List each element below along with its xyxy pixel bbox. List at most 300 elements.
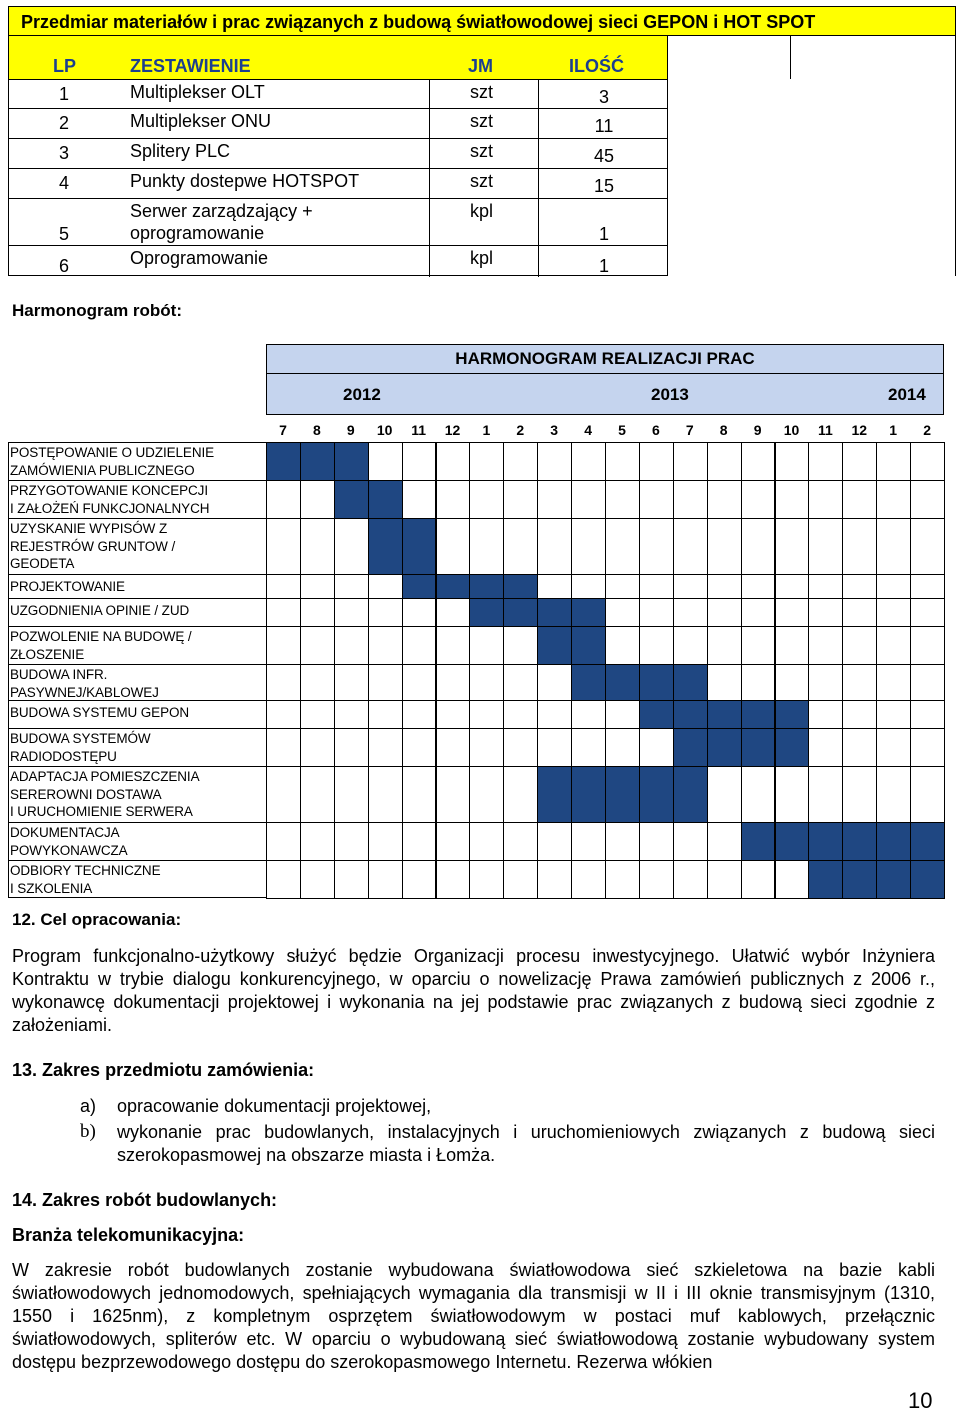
month-label: 5 (618, 422, 626, 438)
task-label-line: BUDOWA SYSTEMÓW (10, 731, 151, 746)
month-label: 3 (550, 422, 559, 438)
col-jm: JM (468, 56, 494, 76)
gantt-empty-cell (368, 728, 403, 767)
gantt-empty-cell (503, 442, 538, 481)
gantt-empty-cell (876, 598, 911, 627)
gantt-bar-cell (673, 700, 708, 729)
section-14-heading: 14. Zakres robót budowlanych: (12, 1190, 278, 1210)
task-label-line: POWYKONAWCZA (10, 842, 128, 858)
gantt-empty-cell (368, 574, 403, 599)
gantt-empty-cell (300, 480, 335, 519)
gantt-empty-cell (571, 860, 606, 899)
task-column-bottom (8, 897, 266, 898)
gantt-empty-cell (571, 442, 606, 481)
gantt-empty-cell (402, 822, 437, 861)
gantt-empty-cell (334, 518, 369, 575)
gantt-empty-cell (741, 626, 776, 665)
gantt-empty-cell (537, 728, 572, 767)
gantt-empty-cell (842, 728, 877, 767)
task-label-line: ZŁOSZENIE (10, 646, 85, 662)
year-2013: 2013 (651, 385, 689, 404)
gantt-empty-cell (910, 518, 945, 575)
gantt-empty-cell (266, 822, 301, 861)
month-label: 6 (651, 422, 660, 438)
gantt-empty-cell (707, 480, 742, 519)
gantt-empty-cell (300, 700, 335, 729)
task-label-line: BUDOWA INFR. (10, 667, 108, 682)
row-name: Splitery PLC (130, 141, 231, 161)
gantt-empty-cell (842, 598, 877, 627)
gantt-bar-cell (503, 598, 538, 627)
gantt-empty-cell (469, 766, 504, 823)
gantt-empty-cell (503, 766, 538, 823)
gantt-empty-cell (300, 518, 335, 575)
gantt-bar-cell (571, 626, 606, 665)
gantt-empty-cell (876, 766, 911, 823)
task-label-line: GEODETA (10, 556, 75, 571)
gantt-empty-cell (741, 574, 776, 599)
gantt-empty-cell (537, 700, 572, 729)
gantt-empty-cell (537, 574, 572, 599)
page-number: 10 (908, 1388, 933, 1413)
gantt-bar-cell (842, 860, 877, 899)
gantt-empty-cell (707, 518, 742, 575)
gantt-bar-cell (266, 442, 301, 481)
gantt-bar-cell (469, 598, 504, 627)
gantt-bar-cell (639, 700, 674, 729)
gantt-empty-cell (741, 860, 776, 899)
gantt-bar-cell (571, 598, 606, 627)
gantt-empty-cell (808, 766, 843, 823)
gantt-empty-cell (910, 664, 945, 701)
gantt-empty-cell (469, 860, 504, 899)
gantt-empty-cell (266, 598, 301, 627)
gantt-empty-cell (639, 518, 674, 575)
row-jm: szt (470, 171, 494, 191)
gantt-bar-cell (402, 518, 437, 575)
task-label (10, 824, 128, 859)
row-qty: 3 (598, 87, 609, 107)
task-label-line: ADAPTACJA POMIESZCZENIA (10, 769, 200, 784)
gantt-empty-cell (808, 480, 843, 519)
schedule-title-cell (266, 344, 944, 374)
gantt-empty-cell (266, 860, 301, 899)
gantt-empty-cell (707, 598, 742, 627)
gantt-empty-cell (503, 700, 538, 729)
gantt-empty-cell (673, 860, 708, 899)
gantt-empty-cell (503, 822, 538, 861)
gantt-bar-cell (842, 822, 877, 861)
gantt-empty-cell (436, 626, 471, 665)
gantt-empty-cell (571, 574, 606, 599)
gantt-empty-cell (639, 626, 674, 665)
gantt-empty-cell (707, 860, 742, 899)
row-qty: 1 (598, 256, 609, 276)
gantt-empty-cell (334, 822, 369, 861)
gantt-bar-cell (741, 822, 776, 861)
gantt-empty-cell (503, 518, 538, 575)
gantt-empty-cell (639, 480, 674, 519)
month-label: 8 (312, 422, 321, 438)
gantt-empty-cell (741, 518, 776, 575)
month-label: 8 (719, 422, 728, 438)
gantt-empty-cell (300, 598, 335, 627)
gantt-empty-cell (266, 766, 301, 823)
gantt-empty-cell (673, 480, 708, 519)
task-label-line: POZWOLENIE NA BUDOWĘ / (10, 629, 192, 644)
gantt-empty-cell (368, 766, 403, 823)
gantt-bar-cell (775, 822, 810, 861)
gantt-bar-cell (741, 728, 776, 767)
gantt-empty-cell (537, 518, 572, 575)
section-12-text: Program funkcjonalno-użytkowy służyć będzie Organizacji procesu inwestycyjnego. Ułatwić wybór Inżyniera Kontraktu w trybie dialogu konkurencyjnego, w oparciu o nowelizację Prawa zamówień publicznych z 2006 r., wykonawcę dokumentacji projektowej i wykonania na jej podstawie prac związanych z budową sieci zgodnie z założeniami. (12, 946, 935, 1035)
gantt-empty-cell (402, 728, 437, 767)
gantt-empty-cell (808, 518, 843, 575)
gantt-empty-cell (300, 766, 335, 823)
gantt-bar-cell (537, 598, 572, 627)
year-2014: 2014 (888, 385, 926, 404)
section-14-subheading: Branża telekomunikacyjna: (12, 1225, 245, 1245)
schedule-title: HARMONOGRAM REALIZACJI PRAC (455, 349, 755, 368)
gantt-empty-cell (503, 664, 538, 701)
gantt-empty-cell (673, 626, 708, 665)
gantt-empty-cell (741, 480, 776, 519)
gantt-empty-cell (910, 700, 945, 729)
gantt-empty-cell (808, 728, 843, 767)
gantt-empty-cell (469, 728, 504, 767)
gantt-empty-cell (334, 664, 369, 701)
task-label-line: REJESTRÓW GRUNTOW / (10, 538, 176, 554)
gantt-empty-cell (368, 822, 403, 861)
gantt-empty-cell (368, 664, 403, 701)
gantt-empty-cell (436, 480, 471, 519)
gantt-empty-cell (469, 664, 504, 701)
task-label-line: I SZKOLENIA (10, 880, 93, 896)
gantt-bar-cell (334, 480, 369, 519)
gantt-empty-cell (436, 664, 471, 701)
gantt-empty-cell (537, 860, 572, 899)
gantt-empty-cell (436, 598, 471, 627)
month-label: 1 (889, 422, 898, 438)
row-qty: 1 (598, 224, 609, 244)
gantt-empty-cell (469, 822, 504, 861)
row-qty: 11 (594, 116, 614, 136)
gantt-empty-cell (266, 574, 301, 599)
gantt-empty-cell (469, 626, 504, 665)
gantt-empty-cell (639, 574, 674, 599)
row-separator (8, 518, 266, 519)
gantt-empty-cell (707, 664, 742, 701)
gantt-bar-cell (334, 442, 369, 481)
month-label: 12 (444, 422, 461, 438)
gantt-empty-cell (876, 700, 911, 729)
gantt-empty-cell (368, 626, 403, 665)
gantt-bar-cell (673, 766, 708, 823)
month-label: 11 (817, 422, 833, 438)
gantt-empty-cell (775, 860, 810, 899)
gantt-bar-cell (741, 700, 776, 729)
gantt-empty-cell (775, 766, 810, 823)
gantt-empty-cell (605, 480, 640, 519)
gantt-empty-cell (368, 860, 403, 899)
gantt-empty-cell (537, 480, 572, 519)
gantt-empty-cell (402, 626, 437, 665)
gantt-empty-cell (334, 860, 369, 899)
gantt-empty-cell (842, 442, 877, 481)
gantt-empty-cell (368, 442, 403, 481)
gantt-bar-cell (402, 574, 437, 599)
gantt-empty-cell (469, 442, 504, 481)
task-label-line: DOKUMENTACJA (10, 825, 120, 840)
gantt-bar-cell (639, 664, 674, 701)
gantt-empty-cell (808, 700, 843, 729)
gantt-empty-cell (741, 442, 776, 481)
task-label-line: I ZAŁOŻEŃ FUNKCJONALNYCH (10, 500, 210, 516)
list-item-a-marker: a) (80, 1096, 97, 1116)
gantt-empty-cell (775, 574, 810, 599)
gantt-empty-cell (605, 598, 640, 627)
gantt-bar-cell (368, 518, 403, 575)
task-label (10, 730, 151, 765)
gantt-bar-cell (876, 822, 911, 861)
gantt-empty-cell (402, 700, 437, 729)
gantt-empty-cell (402, 664, 437, 701)
gantt-empty-cell (639, 728, 674, 767)
gantt-empty-cell (368, 598, 403, 627)
gantt-empty-cell (639, 442, 674, 481)
gantt-bar-cell (469, 574, 504, 599)
gantt-empty-cell (910, 442, 945, 481)
row-jm: kpl (470, 201, 494, 221)
gantt-empty-cell (910, 766, 945, 823)
gantt-empty-cell (876, 480, 911, 519)
gantt-bar-cell (300, 442, 335, 481)
gantt-bar-cell (571, 766, 606, 823)
gantt-empty-cell (673, 574, 708, 599)
row-separator (8, 728, 266, 729)
gantt-bar-cell (808, 822, 843, 861)
row-separator (8, 574, 266, 575)
month-label: 1 (482, 422, 491, 438)
gantt-empty-cell (368, 700, 403, 729)
gantt-empty-cell (300, 860, 335, 899)
gantt-empty-cell (605, 860, 640, 899)
gantt-empty-cell (876, 664, 911, 701)
gantt-empty-cell (808, 598, 843, 627)
gantt-empty-cell (436, 700, 471, 729)
gantt-empty-cell (300, 664, 335, 701)
gantt-empty-cell (436, 860, 471, 899)
row-separator (8, 664, 266, 665)
gantt-empty-cell (266, 664, 301, 701)
gantt-empty-cell (402, 442, 437, 481)
task-label (10, 862, 160, 897)
gantt-empty-cell (605, 518, 640, 575)
task-label-line: PROJEKTOWANIE (10, 579, 125, 594)
month-label: 7 (279, 422, 287, 438)
row-separator (8, 700, 266, 701)
gantt-empty-cell (334, 766, 369, 823)
gantt-empty-cell (436, 728, 471, 767)
gantt-empty-cell (402, 598, 437, 627)
section-14-text: W zakresie robót budowlanych zostanie wybudowana światłowodowa sieć szkieletowa na bazie kabli światłowodowych jednomodowych, spełniających wymagania dla transmisji w II i III oknie transmisyjnym (1310, 1550 i 1625nm), z kompletnym osprzętem światłowodowym w postaci muf kablowych, przełącznic światłowodowych, spliterów etc. W oparciu o wybudowaną sieć światłowodową zostanie wybudowany system dostępu bezprzewodowego dostępu do szerokopasmowego Internetu. Rezerwa włókien (12, 1260, 935, 1372)
gantt-empty-cell (910, 626, 945, 665)
row-separator (8, 766, 266, 767)
task-label-line: RADIODOSTĘPU (10, 748, 117, 764)
gantt-bar-cell (537, 626, 572, 665)
gantt-empty-cell (842, 766, 877, 823)
gantt-empty-cell (707, 822, 742, 861)
gantt-bar-cell (808, 860, 843, 899)
gantt-empty-cell (334, 728, 369, 767)
gantt-bar-cell (571, 664, 606, 701)
task-label (10, 628, 192, 663)
task-label (10, 520, 175, 573)
month-label: 9 (346, 422, 355, 438)
gantt-bar-cell (368, 480, 403, 519)
row-lp: 5 (59, 224, 70, 244)
row-jm: szt (470, 82, 494, 102)
gantt-empty-cell (842, 700, 877, 729)
gantt-empty-cell (842, 664, 877, 701)
gantt-empty-cell (842, 518, 877, 575)
gantt-bar-cell (436, 574, 471, 599)
gantt-empty-cell (639, 860, 674, 899)
gantt-empty-cell (503, 728, 538, 767)
gantt-empty-cell (266, 626, 301, 665)
gantt-empty-cell (707, 766, 742, 823)
gantt-empty-cell (537, 822, 572, 861)
month-label: 11 (411, 422, 426, 438)
task-label (10, 578, 125, 596)
gantt-empty-cell (571, 728, 606, 767)
row-name: Oprogramowanie (130, 248, 269, 268)
gantt-empty-cell (571, 822, 606, 861)
gantt-empty-cell (571, 480, 606, 519)
gantt-empty-cell (775, 664, 810, 701)
gantt-empty-cell (910, 574, 945, 599)
gantt-empty-cell (741, 664, 776, 701)
gantt-empty-cell (334, 626, 369, 665)
row-separator (8, 442, 266, 443)
gantt-empty-cell (402, 860, 437, 899)
task-label (10, 666, 159, 701)
gantt-empty-cell (605, 574, 640, 599)
gantt-empty-cell (707, 442, 742, 481)
gantt-empty-cell (266, 728, 301, 767)
gantt-empty-cell (300, 728, 335, 767)
gantt-bar-cell (673, 728, 708, 767)
gantt-empty-cell (571, 518, 606, 575)
list-item-b-marker: b) (80, 1121, 96, 1142)
gantt-empty-cell (876, 728, 911, 767)
row-lp: 2 (59, 113, 70, 133)
gantt-bar-cell (707, 728, 742, 767)
gantt-empty-cell (469, 700, 504, 729)
task-label-line: UZGODNIENIA OPINIE / ZUD (10, 603, 190, 618)
month-label: 4 (584, 422, 592, 438)
gantt-empty-cell (673, 518, 708, 575)
gantt-empty-cell (605, 822, 640, 861)
gantt-empty-cell (503, 480, 538, 519)
gantt-empty-cell (775, 598, 810, 627)
col-lp: LP (53, 56, 77, 76)
gantt-empty-cell (808, 574, 843, 599)
gantt-bar-cell (673, 664, 708, 701)
month-label: 12 (851, 422, 868, 438)
month-label: 2 (923, 422, 931, 438)
gantt-empty-cell (876, 574, 911, 599)
gantt-empty-cell (300, 626, 335, 665)
row-name-line2: oprogramowanie (130, 223, 265, 243)
gantt-empty-cell (673, 442, 708, 481)
task-label (10, 704, 189, 722)
gantt-bar-cell (605, 766, 640, 823)
gantt-empty-cell (876, 518, 911, 575)
gantt-empty-cell (775, 626, 810, 665)
col-ilosc: ILOŚĆ (569, 56, 625, 76)
gantt-bar-cell (503, 574, 538, 599)
row-name: Serwer zarządzający + (130, 201, 313, 221)
gantt-bar-cell (910, 822, 945, 861)
row-lp: 1 (59, 84, 70, 104)
gantt-bar-cell (876, 860, 911, 899)
row-qty: 15 (593, 176, 615, 196)
gantt-empty-cell (605, 442, 640, 481)
gantt-empty-cell (741, 766, 776, 823)
month-label: 10 (783, 422, 800, 438)
gantt-empty-cell (503, 860, 538, 899)
task-label-line: I URUCHOMIENIE SERWERA (10, 804, 193, 819)
schedule-heading: Harmonogram robót: (12, 301, 182, 320)
task-label-line: PASYWNEJ/KABLOWEJ (10, 684, 159, 700)
col-zestawienie: ZESTAWIENIE (130, 56, 251, 76)
row-separator (8, 626, 266, 627)
task-label-line: POSTĘPOWANIE O UDZIELENIE (10, 445, 215, 460)
task-label (10, 768, 199, 821)
row-jm: szt (470, 141, 494, 161)
row-lp: 3 (59, 143, 70, 163)
row-lp: 6 (59, 256, 70, 276)
gantt-empty-cell (639, 822, 674, 861)
document-title: Przedmiar materiałów i prac związanych z budową światłowodowej sieci GEPON i HOT SPOT (8, 6, 956, 36)
gantt-empty-cell (910, 598, 945, 627)
gantt-empty-cell (775, 442, 810, 481)
row-name: Multiplekser ONU (130, 111, 272, 131)
gantt-empty-cell (707, 626, 742, 665)
gantt-empty-cell (402, 480, 437, 519)
task-label-line: PRZYGOTOWANIE KONCEPCJI (10, 483, 208, 498)
gantt-empty-cell (605, 626, 640, 665)
task-label-line: UZYSKANIE WYPISÓW Z (10, 521, 168, 536)
gantt-bar-cell (775, 700, 810, 729)
gantt-bar-cell (537, 766, 572, 823)
gantt-empty-cell (266, 480, 301, 519)
gantt-empty-cell (300, 822, 335, 861)
gantt-empty-cell (741, 598, 776, 627)
gantt-bar-cell (910, 860, 945, 899)
gantt-empty-cell (876, 626, 911, 665)
gantt-empty-cell (300, 574, 335, 599)
row-separator (8, 480, 266, 481)
gantt-empty-cell (842, 574, 877, 599)
year-2012: 2012 (343, 385, 381, 404)
task-label-line: ODBIORY TECHNICZNE (10, 863, 161, 878)
task-label (10, 444, 214, 479)
month-label: 7 (685, 422, 694, 438)
gantt-empty-cell (673, 598, 708, 627)
gantt-empty-cell (334, 598, 369, 627)
